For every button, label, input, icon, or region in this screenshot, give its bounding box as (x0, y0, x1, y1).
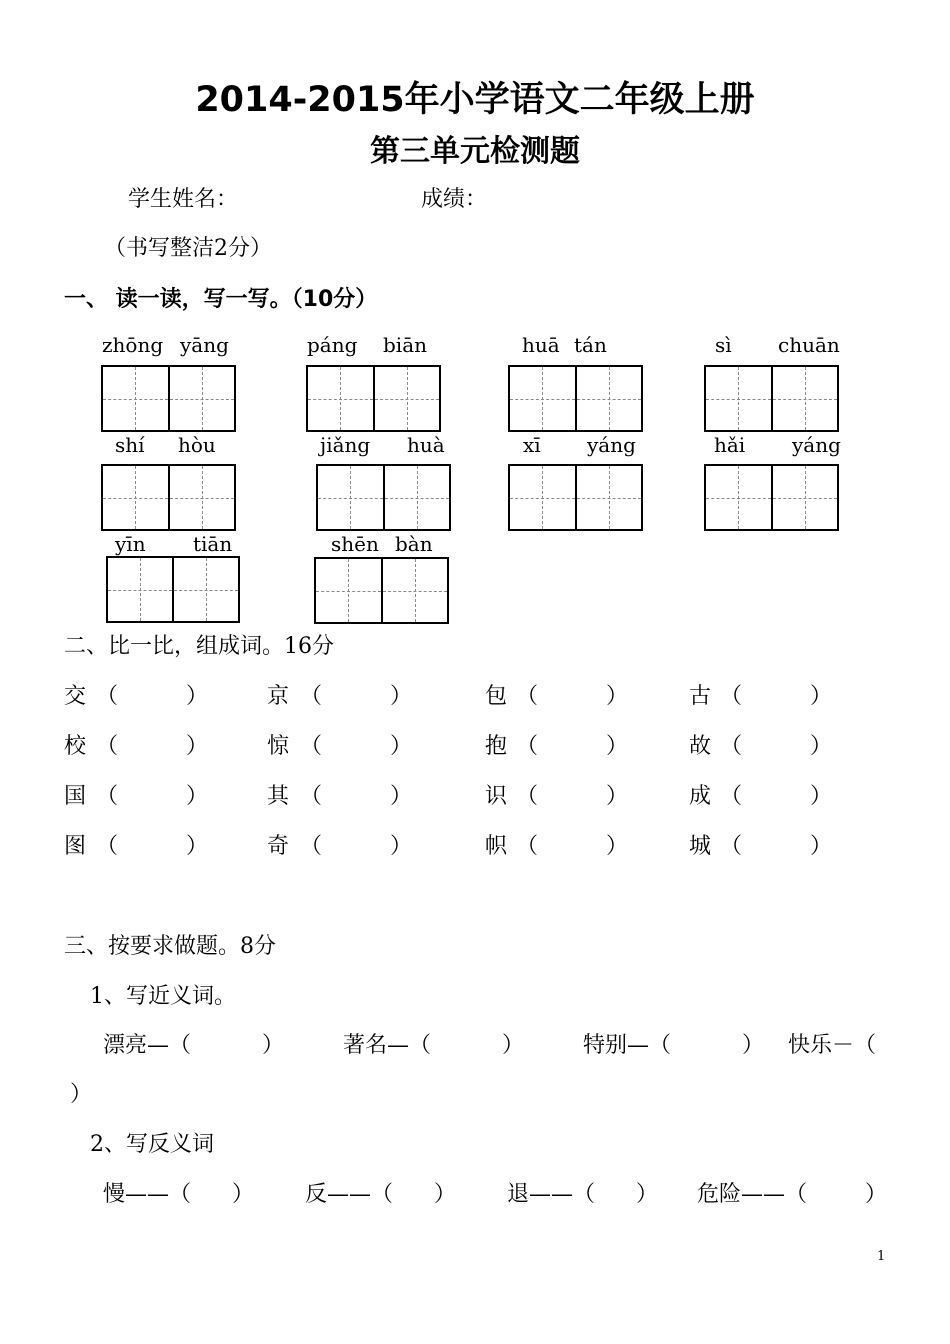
writing-grid[interactable] (314, 557, 449, 624)
score-label: 成绩： (421, 187, 488, 212)
paren-open: （ (720, 684, 743, 709)
compare-item: 国 (64, 784, 87, 809)
paren-close: ） (390, 784, 413, 809)
paren-close: ） (742, 1033, 765, 1058)
compare-item: 故 (689, 734, 712, 759)
synonym-item: 著名—（ (343, 1033, 432, 1058)
pinyin: shēn (331, 532, 379, 556)
pinyin: xī (523, 433, 541, 457)
writing-grid[interactable] (106, 556, 240, 623)
paren-close: ） (186, 734, 209, 759)
writing-grid[interactable] (101, 365, 236, 432)
pinyin: tiān (193, 532, 233, 556)
writing-grid[interactable] (704, 464, 839, 531)
pinyin: chuān (778, 333, 840, 357)
pinyin: páng (307, 333, 358, 357)
antonym-label: 2、写反义词 (90, 1132, 214, 1157)
compare-item: 京 (267, 684, 290, 709)
compare-item: 古 (689, 684, 712, 709)
paren-open: （ (96, 734, 119, 759)
pinyin: biān (383, 333, 428, 357)
paren-close: ） (232, 1182, 255, 1207)
paren-close: ） (606, 734, 629, 759)
pinyin: yāng (180, 333, 229, 357)
antonym-item: 退——（ (507, 1182, 596, 1207)
paren-close: ） (502, 1033, 525, 1058)
writing-grid[interactable] (508, 365, 643, 432)
pinyin: shí (115, 433, 145, 457)
pinyin: jiǎng (320, 433, 371, 457)
pinyin: yáng (587, 433, 636, 457)
synonym-item: 快乐－（ (788, 1033, 877, 1058)
synonym-item: 特别—（ (583, 1033, 672, 1058)
paren-open: （ (516, 734, 539, 759)
antonym-item: 反——（ (305, 1182, 394, 1207)
writing-grid[interactable] (306, 365, 441, 432)
paren-close: ） (70, 1082, 93, 1107)
page-subtitle: 第三单元检测题 (370, 134, 580, 169)
compare-item: 惊 (267, 734, 290, 759)
synonym-item: 漂亮—（ (103, 1033, 192, 1058)
paren-open: （ (96, 684, 119, 709)
paren-open: （ (96, 784, 119, 809)
paren-open: （ (720, 834, 743, 859)
paren-open: （ (720, 784, 743, 809)
pinyin: zhōng (102, 333, 164, 357)
antonym-item: 慢——（ (103, 1182, 192, 1207)
paren-close: ） (810, 684, 833, 709)
pinyin: huà (407, 433, 445, 457)
compare-item: 校 (64, 734, 87, 759)
writing-grid[interactable] (508, 464, 643, 531)
paren-close: ） (390, 684, 413, 709)
paren-open: （ (300, 784, 323, 809)
paren-close: ） (390, 834, 413, 859)
paren-open: （ (96, 834, 119, 859)
compare-item: 成 (689, 784, 712, 809)
paren-close: ） (606, 784, 629, 809)
paren-close: ） (810, 834, 833, 859)
pinyin: hǎi (714, 433, 746, 457)
paren-open: （ (720, 734, 743, 759)
paren-close: ） (186, 784, 209, 809)
compare-item: 帜 (485, 834, 508, 859)
compare-item: 图 (64, 834, 87, 859)
paren-close: ） (186, 684, 209, 709)
paren-close: ） (434, 1182, 457, 1207)
pinyin: sì (715, 333, 732, 357)
antonym-item: 危险——（ (697, 1182, 808, 1207)
paren-close: ） (606, 684, 629, 709)
paren-open: （ (516, 784, 539, 809)
paren-close: ） (636, 1182, 659, 1207)
neatness-note: （书写整洁2分） (104, 236, 272, 261)
section2-heading: 二、比一比，组成词。16分 (64, 634, 334, 659)
paren-close: ） (865, 1182, 888, 1207)
paren-close: ） (262, 1033, 285, 1058)
compare-item: 其 (267, 784, 290, 809)
page-title: 2014-2015年小学语文二年级上册 (195, 80, 755, 120)
paren-open: （ (516, 684, 539, 709)
synonym-label: 1、写近义词。 (90, 984, 236, 1009)
pinyin: tán (574, 333, 607, 357)
pinyin: yáng (792, 433, 841, 457)
writing-grid[interactable] (101, 464, 236, 531)
compare-item: 奇 (267, 834, 290, 859)
page-number: 1 (877, 1249, 886, 1264)
compare-item: 包 (485, 684, 508, 709)
paren-open: （ (516, 834, 539, 859)
pinyin: yīn (115, 532, 146, 556)
section1-heading: 一、 读一读，写一写。（10分） (64, 287, 378, 312)
pinyin: hòu (178, 433, 216, 457)
paren-open: （ (300, 834, 323, 859)
compare-item: 城 (689, 834, 712, 859)
paren-close: ） (390, 734, 413, 759)
paren-close: ） (810, 734, 833, 759)
paren-open: （ (300, 734, 323, 759)
pinyin: bàn (395, 532, 433, 556)
paren-close: ） (186, 834, 209, 859)
writing-grid[interactable] (704, 365, 839, 432)
paren-close: ） (606, 834, 629, 859)
student-name-label: 学生姓名： (128, 187, 239, 212)
compare-item: 交 (64, 684, 87, 709)
compare-item: 抱 (485, 734, 508, 759)
section3-heading: 三、按要求做题。8分 (64, 934, 276, 959)
paren-close: ） (810, 784, 833, 809)
paren-open: （ (300, 684, 323, 709)
compare-item: 识 (485, 784, 508, 809)
pinyin: huā (522, 333, 560, 357)
writing-grid[interactable] (316, 464, 451, 531)
